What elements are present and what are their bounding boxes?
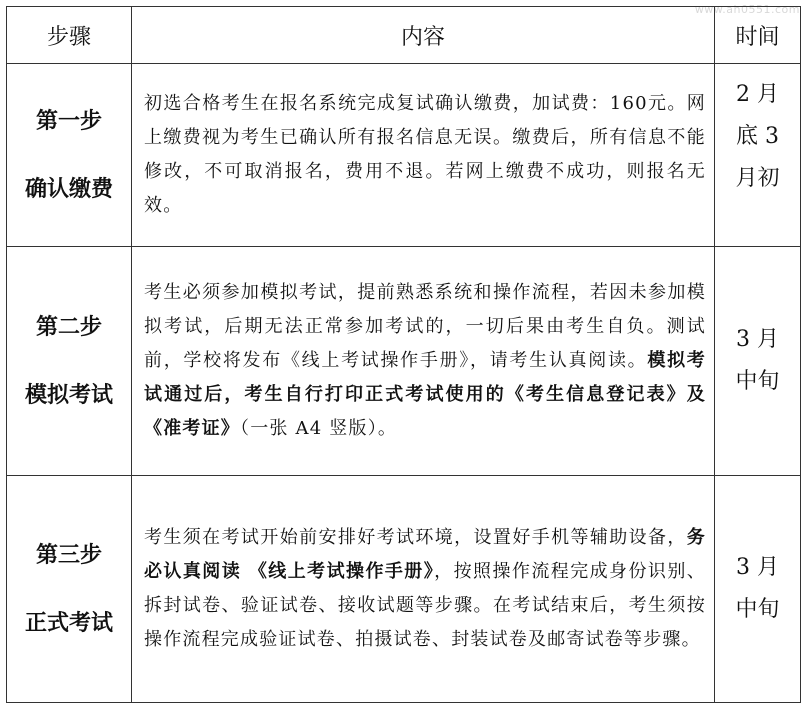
header-time: 时间 [715, 7, 801, 64]
time-line: 底 3 [736, 124, 779, 149]
step-cell [7, 476, 132, 703]
time-line: 中旬 [735, 369, 780, 394]
header-step: 步骤 [7, 7, 132, 64]
time-line: 3 月 [736, 555, 779, 580]
table-row [7, 476, 801, 703]
time-line: 月初 [735, 166, 780, 191]
content-text-bold: 模拟考试通过后，考生自行打印正式考试使用的《考生信息登记表》及《准考证》 [144, 350, 706, 439]
step-cell [7, 64, 132, 247]
step-number: 第三步 [35, 542, 102, 568]
time-line: 2 月 [736, 82, 779, 107]
table-row [7, 64, 801, 247]
content-cell [132, 247, 715, 476]
step-name: 正式考试 [24, 610, 113, 636]
content-cell [132, 476, 715, 703]
step-name: 确认缴费 [24, 176, 113, 202]
table-header-row [7, 7, 801, 64]
time-line: 3 月 [736, 327, 779, 352]
content-text: 初选合格考生在报名系统完成复试确认缴费，加试费：160元。网上缴费视为考生已确认所有报名信息无误。缴费后，所有信息不能修改，不可取消报名，费用不退。若网上缴费不成功，则报名无效。 [144, 93, 706, 216]
time-cell [715, 247, 801, 476]
step-number: 第一步 [35, 108, 102, 134]
time-cell [715, 476, 801, 703]
header-content: 内容 [132, 7, 715, 64]
content-text: 考生须在考试开始前安排好考试环境，设置好手机等辅助设备， [144, 527, 687, 548]
watermark: www.ah0551.com [694, 3, 800, 16]
step-name: 模拟考试 [24, 382, 113, 408]
schedule-table [6, 6, 801, 703]
time-line: 中旬 [735, 597, 780, 622]
content-text: 考生必须参加模拟考试，提前熟悉系统和操作流程，若因未参加模拟考试，后期无法正常参加考试的，一切后果由考生自负。测试前，学校将发布《线上考试操作手册》，请考生认真阅读。 [144, 282, 706, 371]
time-cell [715, 64, 801, 247]
table-row [7, 247, 801, 476]
step-number: 第二步 [35, 314, 102, 340]
content-text: （一张 A4 竖版）。 [240, 418, 398, 439]
step-cell [7, 247, 132, 476]
content-cell [132, 64, 715, 247]
content-text: ，按照操作流程完成身份识别、拆封试卷、验证试卷、接收试题等步骤。在考试结束后，考生须按操作流程完成验证试卷、拍摄试卷、封装试卷及邮寄试卷等步骤。 [144, 561, 706, 650]
content-text-bold: 务必认真阅读 《线上考试操作手册》 [144, 527, 706, 582]
